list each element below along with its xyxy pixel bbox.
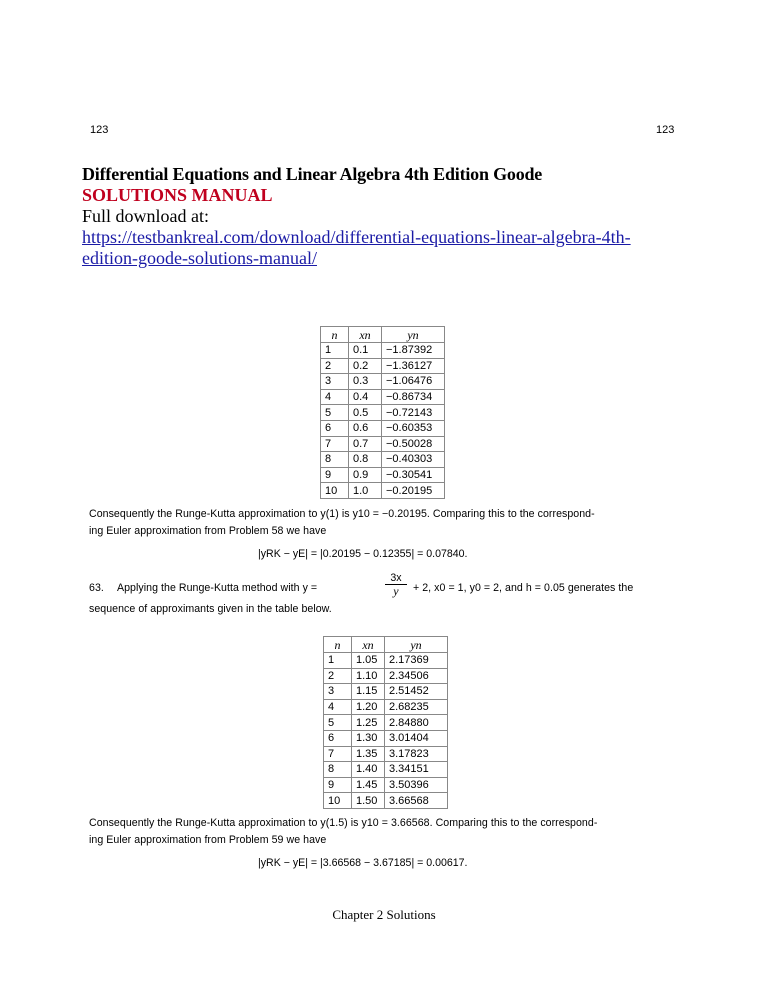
table-row <box>321 436 445 452</box>
problem-63-text-after: + 2, x0 = 1, y0 = 2, and h = 0.05 generates the <box>413 582 634 594</box>
table-row <box>321 374 445 390</box>
table-row <box>324 699 448 715</box>
table-cell: 7 <box>321 436 349 452</box>
table-row <box>324 762 448 778</box>
table-cell: 1.25 <box>352 715 385 731</box>
download-link-line2[interactable]: edition-goode-solutions-manual/ <box>82 248 317 268</box>
table-row <box>321 452 445 468</box>
table-cell: 6 <box>324 730 352 746</box>
table-row <box>321 420 445 436</box>
table-cell: 0.3 <box>349 374 382 390</box>
table-cell: 9 <box>324 777 352 793</box>
equation-2: |yRK − yE| = |3.66568 − 3.67185| = 0.00617. <box>258 857 468 869</box>
table-cell: 2.17369 <box>385 653 448 669</box>
table-cell: 3 <box>321 374 349 390</box>
table-cell: 0.2 <box>349 358 382 374</box>
table-cell: 6 <box>321 420 349 436</box>
table-cell: −0.20195 <box>382 483 445 499</box>
table-row <box>324 793 448 809</box>
table-cell: 2 <box>324 668 352 684</box>
fraction-denominator: y <box>393 584 399 598</box>
table-cell: −0.72143 <box>382 405 445 421</box>
table-row <box>324 653 448 669</box>
table-cell: 0.5 <box>349 405 382 421</box>
table-cell: 2.51452 <box>385 684 448 700</box>
table-cell: 10 <box>324 793 352 809</box>
table-cell: 3.50396 <box>385 777 448 793</box>
table-row <box>324 668 448 684</box>
table-cell: 8 <box>324 762 352 778</box>
table-cell: 1.0 <box>349 483 382 499</box>
paragraph-2-line2: ing Euler approximation from Problem 59 we have <box>89 834 327 846</box>
download-link[interactable] <box>82 227 702 269</box>
table-cell: 1.30 <box>352 730 385 746</box>
table-row <box>321 483 445 499</box>
table-cell: 5 <box>321 405 349 421</box>
table-cell: 9 <box>321 467 349 483</box>
table-cell: 3 <box>324 684 352 700</box>
table-cell: 5 <box>324 715 352 731</box>
table-cell: 4 <box>324 699 352 715</box>
table-cell: 1.35 <box>352 746 385 762</box>
paragraph-2 <box>89 815 679 849</box>
table-cell: −0.50028 <box>382 436 445 452</box>
fraction <box>385 572 407 597</box>
table-cell: 1.20 <box>352 699 385 715</box>
table-cell: −0.60353 <box>382 420 445 436</box>
table-row <box>324 715 448 731</box>
table-cell: 0.4 <box>349 389 382 405</box>
table-header-n: n <box>321 327 349 343</box>
table-cell: 3.01404 <box>385 730 448 746</box>
table-cell: 0.9 <box>349 467 382 483</box>
table-cell: 2 <box>321 358 349 374</box>
table-cell: 0.6 <box>349 420 382 436</box>
paragraph-1-line2: ing Euler approximation from Problem 58 we have <box>89 525 327 537</box>
table-row <box>321 405 445 421</box>
download-label: Full download at: <box>82 206 209 226</box>
table-cell: 0.1 <box>349 343 382 359</box>
table-cell: 3.34151 <box>385 762 448 778</box>
equation-1: |yRK − yE| = |0.20195 − 0.12355| = 0.07840. <box>258 548 468 560</box>
table-cell: 1.15 <box>352 684 385 700</box>
table-row <box>321 343 445 359</box>
table-cell: 1.05 <box>352 653 385 669</box>
problem-63-line2: sequence of approximants given in the table below. <box>89 603 332 615</box>
table-cell: 1.40 <box>352 762 385 778</box>
table-row <box>324 746 448 762</box>
results-table-1 <box>320 326 445 499</box>
table-cell: 3.17823 <box>385 746 448 762</box>
download-link-line1[interactable]: https://testbankreal.com/download/differential-equations-linear-algebra-4th- <box>82 227 631 247</box>
table-cell: 7 <box>324 746 352 762</box>
paragraph-1-line1: Consequently the Runge-Kutta approximation to y(1) is y10 = −0.20195. Comparing this to the correspond- <box>89 508 595 520</box>
table-cell: 3.66568 <box>385 793 448 809</box>
table-cell: 1.10 <box>352 668 385 684</box>
table-cell: −0.40303 <box>382 452 445 468</box>
table-row <box>324 777 448 793</box>
table-cell: 2.68235 <box>385 699 448 715</box>
table-row <box>321 389 445 405</box>
table-cell: 8 <box>321 452 349 468</box>
table-cell: 4 <box>321 389 349 405</box>
table-header-xn: xn <box>352 637 385 653</box>
chapter-footer: Chapter 2 Solutions <box>332 907 436 922</box>
results-table-2 <box>323 636 448 809</box>
table-cell: 10 <box>321 483 349 499</box>
document-header <box>82 164 702 269</box>
table-row <box>321 467 445 483</box>
table-cell: −1.06476 <box>382 374 445 390</box>
problem-63-text-before: Applying the Runge-Kutta method with y = <box>117 582 318 594</box>
table-cell: 1.45 <box>352 777 385 793</box>
solutions-manual-label: SOLUTIONS MANUAL <box>82 185 273 205</box>
table-row <box>321 358 445 374</box>
book-title: Differential Equations and Linear Algebra 4th Edition Goode <box>82 164 543 184</box>
problem-number: 63. <box>89 582 104 594</box>
table-cell: 1 <box>324 653 352 669</box>
table-cell: 1.50 <box>352 793 385 809</box>
table-header-n: n <box>324 637 352 653</box>
table-row <box>324 684 448 700</box>
table-header-yn: yn <box>382 327 445 343</box>
table-cell: 2.84880 <box>385 715 448 731</box>
table-cell: 1 <box>321 343 349 359</box>
table-header-xn: xn <box>349 327 382 343</box>
fraction-numerator: 3x <box>385 572 407 585</box>
table-row <box>324 730 448 746</box>
table-cell: −1.36127 <box>382 358 445 374</box>
table-cell: 0.7 <box>349 436 382 452</box>
table-cell: 2.34506 <box>385 668 448 684</box>
paragraph-2-line1: Consequently the Runge-Kutta approximation to y(1.5) is y10 = 3.66568. Comparing this to the correspond- <box>89 817 598 829</box>
table-cell: −0.86734 <box>382 389 445 405</box>
page-number-right: 123 <box>656 124 675 136</box>
table-cell: −1.87392 <box>382 343 445 359</box>
table-cell: −0.30541 <box>382 467 445 483</box>
page-number-left: 123 <box>90 124 109 136</box>
table-header-yn: yn <box>385 637 448 653</box>
table-cell: 0.8 <box>349 452 382 468</box>
paragraph-1 <box>89 506 679 540</box>
